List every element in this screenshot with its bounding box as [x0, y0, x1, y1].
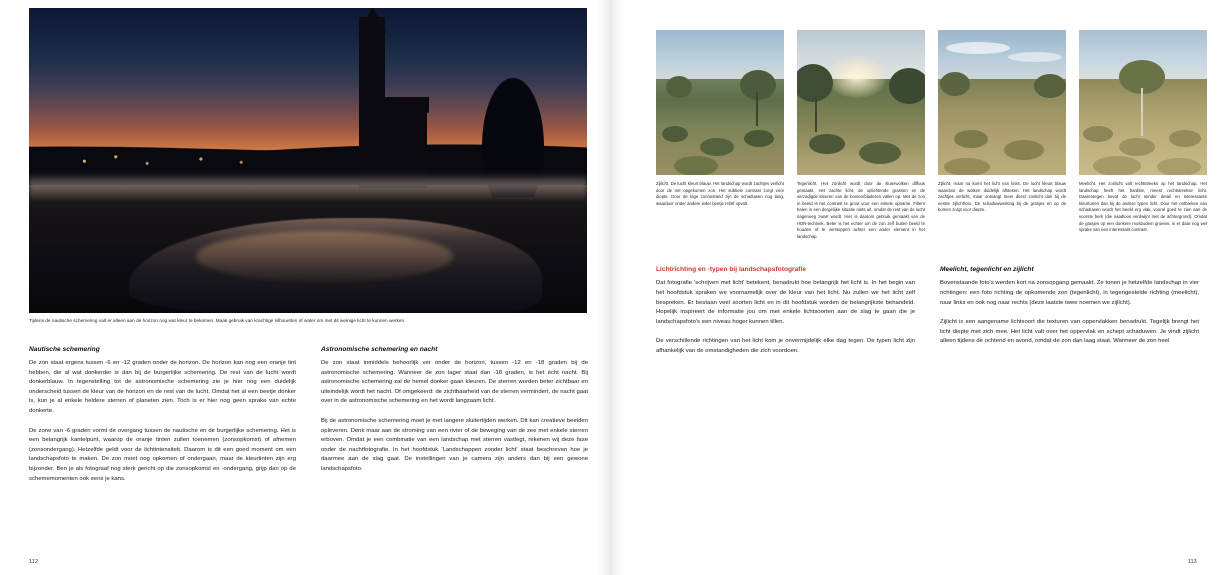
thumb-birch-trunk	[1141, 88, 1143, 136]
thumb-bush	[1119, 138, 1155, 156]
paragraph: Bij de astronomische schemering moet je met langere sluitertijden werken. Dit kan creatieve beelden opleveren. Denk maar aan de stroming van een rivier of de beweging van de zee met enkele sterren erboven. Omdat je een combinatie van een landschap met sterren vastlegt, rekenen wij deze fase onder de nachtfotografie. In het hoofdstuk 'Landschappen zonder licht' staat beschreven hoe je daarmee aan de slag gaat. De instellingen van je camera zijn anders dan bij een gewone landschapsfoto.	[321, 417, 588, 472]
thumb-tree-crown	[889, 68, 925, 104]
thumb-tree-trunk	[815, 96, 817, 132]
thumb-bush	[1157, 158, 1201, 175]
tegenlicht-landscape-thumbnail-2	[797, 30, 925, 175]
thumb-sun-glow	[827, 56, 887, 98]
thumbnail-cell-2	[797, 30, 925, 240]
thumb-tree-crown	[666, 76, 692, 98]
thumb-cloud	[946, 42, 1010, 54]
thumb-tree-crown	[940, 72, 970, 96]
photo-village-lights	[62, 148, 285, 169]
paragraph: De zone van -6 graden vormt de overgang tussen de nautische en de burgerlijke schemering. Het is een belangrijk kantelpunt, waarop de oranje tinten zullen toenemen (zonsopkomst) of afnemen (zonsondergang). Hetzelfde geldt voor de lichtintensiteit. Daarom is dit een goed moment om een landschapsfoto te maken. De zon moet nog opkomen of ondergaan, maar de kleurtinten zijn erg bijzonder. Ben je als fotograaf nog sterk gericht op die zonsopkomst en -ondergang, grijp dan op de schememomenten ook eens je kans.	[29, 427, 296, 482]
heading-meelicht-tegenlicht-zijlicht: Meelicht, tegenlicht en zijlicht	[940, 266, 1034, 274]
thumb-bush	[700, 138, 734, 156]
right-column-1	[656, 266, 915, 366]
zijlicht-landscape-thumbnail-1	[656, 30, 784, 175]
thumb-tree-crown	[740, 70, 776, 100]
paragraph: De zon staat ergens tussen -6 en -12 graden onder de horizon. De horizon kan nog een oranje tint hebben, die al wat donkerder is dan bij de burgerlijke schemering. De rest van de lucht wordt donkerblauw. In tegenstelling tot de astronomische schemering zie je hier nog een duidelijk onderscheid tussen de kleur van de horizon en de rest van de lucht. Omdat het al een beetje donker is, kun je al enkele heldere sterren of planeten zien. Toch is er hier nog geen sprake van echte donkerte.	[29, 360, 296, 414]
photo-water-highlight	[196, 231, 453, 283]
thumbnail-caption: Zijlicht, maar nu komt het licht van links. De lucht kleurt blauw waardoor de wolken duidelijk afsteken. Het landschap wordt zachtjes verlicht, maar ontvangt meer direct zonlicht dan bij de eerste zijlichtfoto. De schaduwwerking bij de grasjes en op de bomen zorgt voor diepte.	[938, 181, 1066, 213]
thumbnail-cell-3	[938, 30, 1066, 240]
paragraph: De zon staat inmiddels behoorlijk ver onder de horizon, tussen -12 en -18 graden bij de astronomische schemering. Wanneer de zon lager staat dan -18 graden, is het écht nacht. Bij astronomische schemering zal de hemel donker gaan kleuren. De sterren worden beter zichtbaar en uiteindelijk wordt het nacht. Of omgekeerd: de zichtbaarheid van de sterren vermindert, de nacht gaat over in de astronomische schemering en het wordt langzaam licht.	[321, 360, 588, 405]
thumbnail-caption: Meelicht. Het zonlicht valt rechtstreeks op het landschap. Het landschap heeft het hardste, meest rechtstreekse licht. Daarentegen bevat de lucht minder detail en interessante kleurtonen dan bij de andere typen licht. Door het ontbreken van schaduwen wordt het beeld erg vlak, vooral goed te zien aan de voorste berk (die naadloos verdwijnt met de achtergrond). Omdat de grasjes op een donkere mosbodem groeien, is er daar nog wel sprake van een interessant contrast.	[1079, 181, 1207, 233]
right-column-2	[940, 266, 1199, 366]
photo-church-silhouette	[341, 17, 427, 188]
thumb-tree-crown	[1034, 74, 1066, 98]
page-number-right: 113	[1187, 559, 1197, 565]
nautical-twilight-hero-photo	[29, 8, 587, 313]
thumbnail-photo-row	[656, 30, 1207, 240]
zijlicht-landscape-thumbnail-3	[938, 30, 1066, 175]
thumb-tree-trunk	[756, 92, 758, 126]
thumb-bush	[1169, 130, 1201, 147]
thumbnail-caption: Tegenlicht. Het zonlicht wordt door de sluierwolken diffuus gemaakt. Het zachte licht, de oplichtende grassen en de verzadigde kleuren van de bomen/bladeren vallen op. Met de zon in beeld is het contrast te groot voor een enkele opname. Filters halen in een dergelijke situatie niets uit, omdat de rest van de lucht nagenoeg zwart wordt. Hier is daarom gebruik gemaakt van de HDR-techniek. Beter is het echter om de zon zelf buiten beeld te houden of te verstoppen achter een ander element in het landschap.	[797, 181, 925, 239]
thumb-bush	[674, 156, 718, 175]
meelicht-landscape-thumbnail-4	[1079, 30, 1207, 175]
thumbnail-cell-1	[656, 30, 784, 240]
right-page	[610, 0, 1219, 575]
thumb-cloud	[1008, 52, 1062, 62]
thumb-bush	[744, 130, 774, 147]
page-number-left: 112	[29, 559, 39, 565]
paragraph: De verschillende richtingen van het licht kom je onvermijdelijk elke dag tegen. De typen licht zijn afhankelijk van de omstandigheden die zich voordoen.	[656, 338, 915, 354]
thumb-bush	[944, 158, 990, 175]
thumb-bush	[662, 126, 688, 142]
thumb-bush	[809, 134, 845, 154]
paragraph: Dat fotografie 'schrijven met licht' betekent, benadrukt hoe belangrijk het licht is. In het begin van het hoofdstuk spraken we voornamelijk over de kleur van het licht. Nu zullen we het licht zelf bespreken. Er bestaan veel soorten licht en in dit hoofdstuk worden de belangrijkste behandeld. Hopelijk inspireert de informatie jou om met enkele lichtsoorten aan de slag te gaan die je landschapsfoto's een niveau hoger kunnen tillen.	[656, 280, 915, 325]
heading-nautische-schemering: Nautische schemering	[29, 346, 100, 353]
paragraph: Zijlicht is een aangename lichtsoort die texturen van oppervlakken benadrukt. Tegelijk brengt het licht diepte met zich mee. Het licht valt over het oppervlak en schept schaduwen. Je vindt zijlicht alleen tijdens de ochtend en avond, omdat de zon dan laag staat. Wanneer de zon heel	[940, 319, 1199, 345]
hero-photo-caption: Tijdens de nautische schemering valt er alleen aan de horizon nog wat kleur te bekomen. Maak gebruik van krachtige silhouetten of water om met dit weinige licht te kunnen werken.	[29, 318, 406, 323]
paragraph: Bovenstaande foto's werden kort na zonsopgang gemaakt. Ze tonen je hetzelfde landschap in vier richtingen: een foto richting de opkomende zon (tegenlicht), in tegengestelde richting (meelicht), naar links en ook nog naar rechts (deze laatste twee noemen we zijlicht).	[940, 280, 1199, 306]
left-column-2	[321, 346, 588, 494]
left-column-1	[29, 346, 296, 494]
photo-mist-layer	[29, 173, 587, 200]
thumbnail-cell-4	[1079, 30, 1207, 240]
heading-lichtrichting-en-typen: Lichtrichting en -typen bij landschapsfotografie	[656, 266, 807, 274]
right-page-text-columns	[656, 266, 1199, 366]
thumb-bush	[1004, 140, 1044, 160]
left-page-text-columns	[29, 346, 589, 494]
heading-astronomische-schemering: Astronomische schemering en nacht	[321, 346, 438, 353]
thumb-bush	[954, 130, 988, 148]
thumb-bush	[1083, 126, 1113, 142]
thumb-bush	[1093, 156, 1141, 175]
thumbnail-caption: Zijlicht. De lucht kleurt blauw. Het landschap wordt zachtjes verlicht door de net opgekomen zon. Het subtiele contrast zorgt voor diepte. Door de lage zonnestand zijn de schaduwen nog lang, waardoor onder andere ieder beetje reliëf opvalt.	[656, 181, 784, 206]
thumb-bush	[859, 142, 901, 164]
